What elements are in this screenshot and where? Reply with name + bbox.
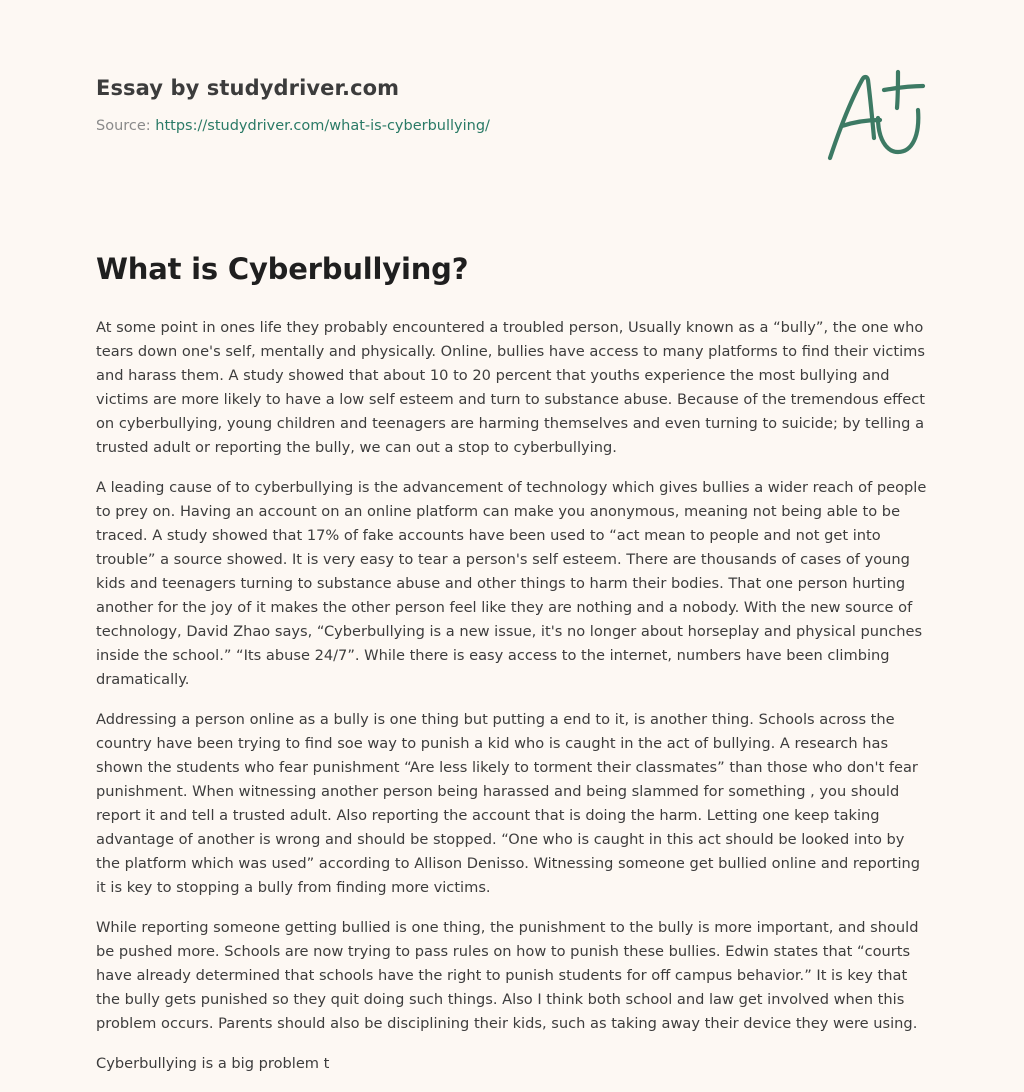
essay-paragraph: At some point in ones life they probably encountered a troubled person, Usually known as a “bully”, the one who tears down one's self, mentally and physically. Online, bullies have access to many platforms to find their victims and harass them. A study showed that about 10 to 20 percent that youths experience the most bullying and victims are more likely to have a low self esteem and turn to substance abuse. Because of the tremendous effect on cyberbullying, young children and teenagers are harming themselves and even turning to suicide; by telling a trusted adult or reporting the bully, we can out a stop to cyberbullying. [96, 319, 925, 456]
essay-paragraph: Addressing a person online as a bully is one thing but putting a end to it, is another thing. Schools across the country have been trying to find soe way to punish a kid who is caught in the act of bullying. A research has shown the students who fear punishment “Are less likely to torment their classmates” than those who don't fear punishment. When witnessing another person being harassed and being slammed for something , you should report it and tell a trusted adult. Also reporting the account that is doing the harm. Letting one keep taking advantage of another is wrong and should be stopped. “One who is caught in this act should be looked into by the platform which was used” according to Allison Denisso. Witnessing someone get bullied online and reporting it is key to stopping a bully from finding more victims. [96, 711, 921, 896]
essay-paragraph: A leading cause of to cyberbullying is the advancement of technology which gives bullies a wider reach of people to prey on. Having an account on an online platform can make you anonymous, meaning not being able to be traced. A study showed that 17% of fake accounts have been used to “act mean to people and not get into trouble” a source showed. It is very easy to tear a person's self esteem. There are thousands of cases of young kids and teenagers turning to substance abuse and other things to harm their bodies. That one person hurting another for the joy of it makes the other person feel like they are nothing and a nobody. With the new source of technology, David Zhao says, “Cyberbullying is a new issue, it's no longer about horseplay and physical punches inside the school.” “Its abuse 24/7”. While there is easy access to the internet, numbers have been climbing dramatically. [96, 479, 927, 688]
essay-header [96, 76, 796, 134]
source-line [96, 118, 796, 134]
essay-title: What is Cyberbullying? [96, 252, 469, 286]
a-plus-logo-icon [820, 66, 930, 166]
essay-paragraph-truncated: Cyberbullying is a big problem t [96, 1055, 330, 1072]
essay-body [96, 316, 928, 1092]
source-link[interactable]: https://studydriver.com/what-is-cyberbullying/ [155, 118, 490, 134]
essay-paragraph: While reporting someone getting bullied is one thing, the punishment to the bully is more important, and should be pushed more. Schools are now trying to pass rules on how to punish these bullies. Edwin states that “courts have already determined that schools have the right to punish students for off campus behavior.” It is key that the bully gets punished so they quit doing such things. Also I think both school and law get involved when this problem occurs. Parents should also be disciplining their kids, such as taking away their device they were using. [96, 919, 919, 1032]
brand-title: Essay by studydriver.com [96, 76, 400, 100]
source-label: Source: [96, 118, 156, 134]
